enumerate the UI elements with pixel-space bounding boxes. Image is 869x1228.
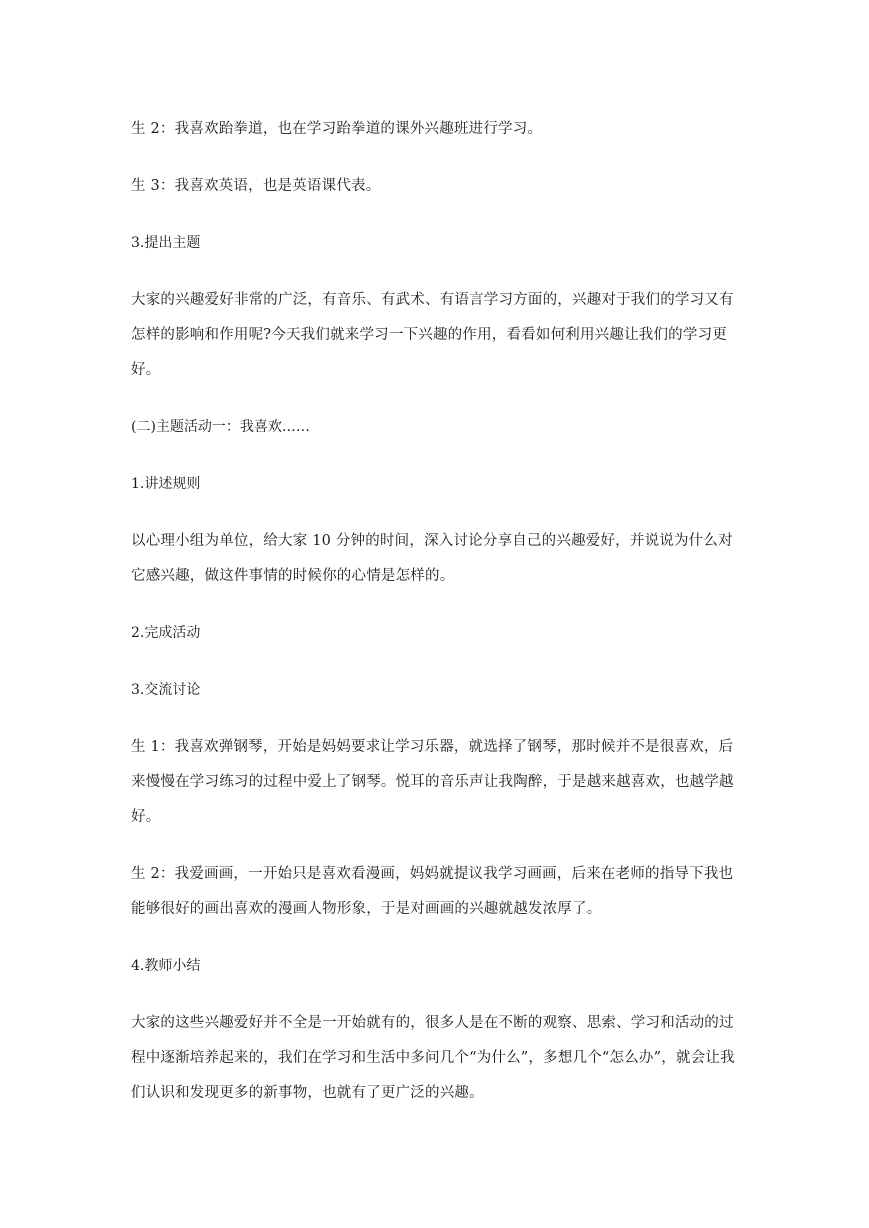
paragraph-summary: 大家的这些兴趣爱好并不全是一开始就有的，很多人是在不断的观察、思索、学习和活动的过程中逐渐培养起来的，我们在学习和生活中多问几个“为什么”，多想几个“怎么办”，就会让我们认识和发现更多的新事物，也就有了更广泛的兴趣。 [131,1015,735,1101]
heading-activity-one: (二)主题活动一：我喜欢…… [131,419,310,435]
heading-teacher-summary: 4.教师小结 [131,958,201,974]
document-body [131,112,741,1133]
paragraph-rules: 以心理小组为单位，给大家 10 分钟的时间，深入讨论分享自己的兴趣爱好，并说说为什么对它感兴趣，做这件事情的时候你的心情是怎样的。 [131,533,733,584]
paragraph-theme-intro: 大家的兴趣爱好非常的广泛，有音乐、有武术、有语言学习方面的，兴趣对于我们的学习又有怎样的影响和作用呢?今天我们就来学习一下兴趣的作用，看看如何利用兴趣让我们的学习更好。 [131,292,734,378]
paragraph-student3-english: 生 3：我喜欢英语，也是英语课代表。 [131,178,381,194]
heading-explain-rules: 1.讲述规则 [131,476,201,492]
heading-propose-theme: 3.提出主题 [131,235,201,251]
paragraph-student2-drawing: 生 2：我爱画画，一开始只是喜欢看漫画，妈妈就提议我学习画画，后来在老师的指导下我也能够很好的画出喜欢的漫画人物形象，于是对画画的兴趣就越发浓厚了。 [131,866,734,917]
heading-complete-activity: 2.完成活动 [131,625,201,641]
paragraph-student2-taekwondo: 生 2：我喜欢跆拳道，也在学习跆拳道的课外兴趣班进行学习。 [131,121,543,137]
paragraph-student1-piano: 生 1：我喜欢弹钢琴，开始是妈妈要求让学习乐器，就选择了钢琴，那时候并不是很喜欢，后来慢慢在学习练习的过程中爱上了钢琴。悦耳的音乐声让我陶醉，于是越来越喜欢，也越学越好。 [131,739,734,825]
heading-discussion: 3.交流讨论 [131,682,201,698]
